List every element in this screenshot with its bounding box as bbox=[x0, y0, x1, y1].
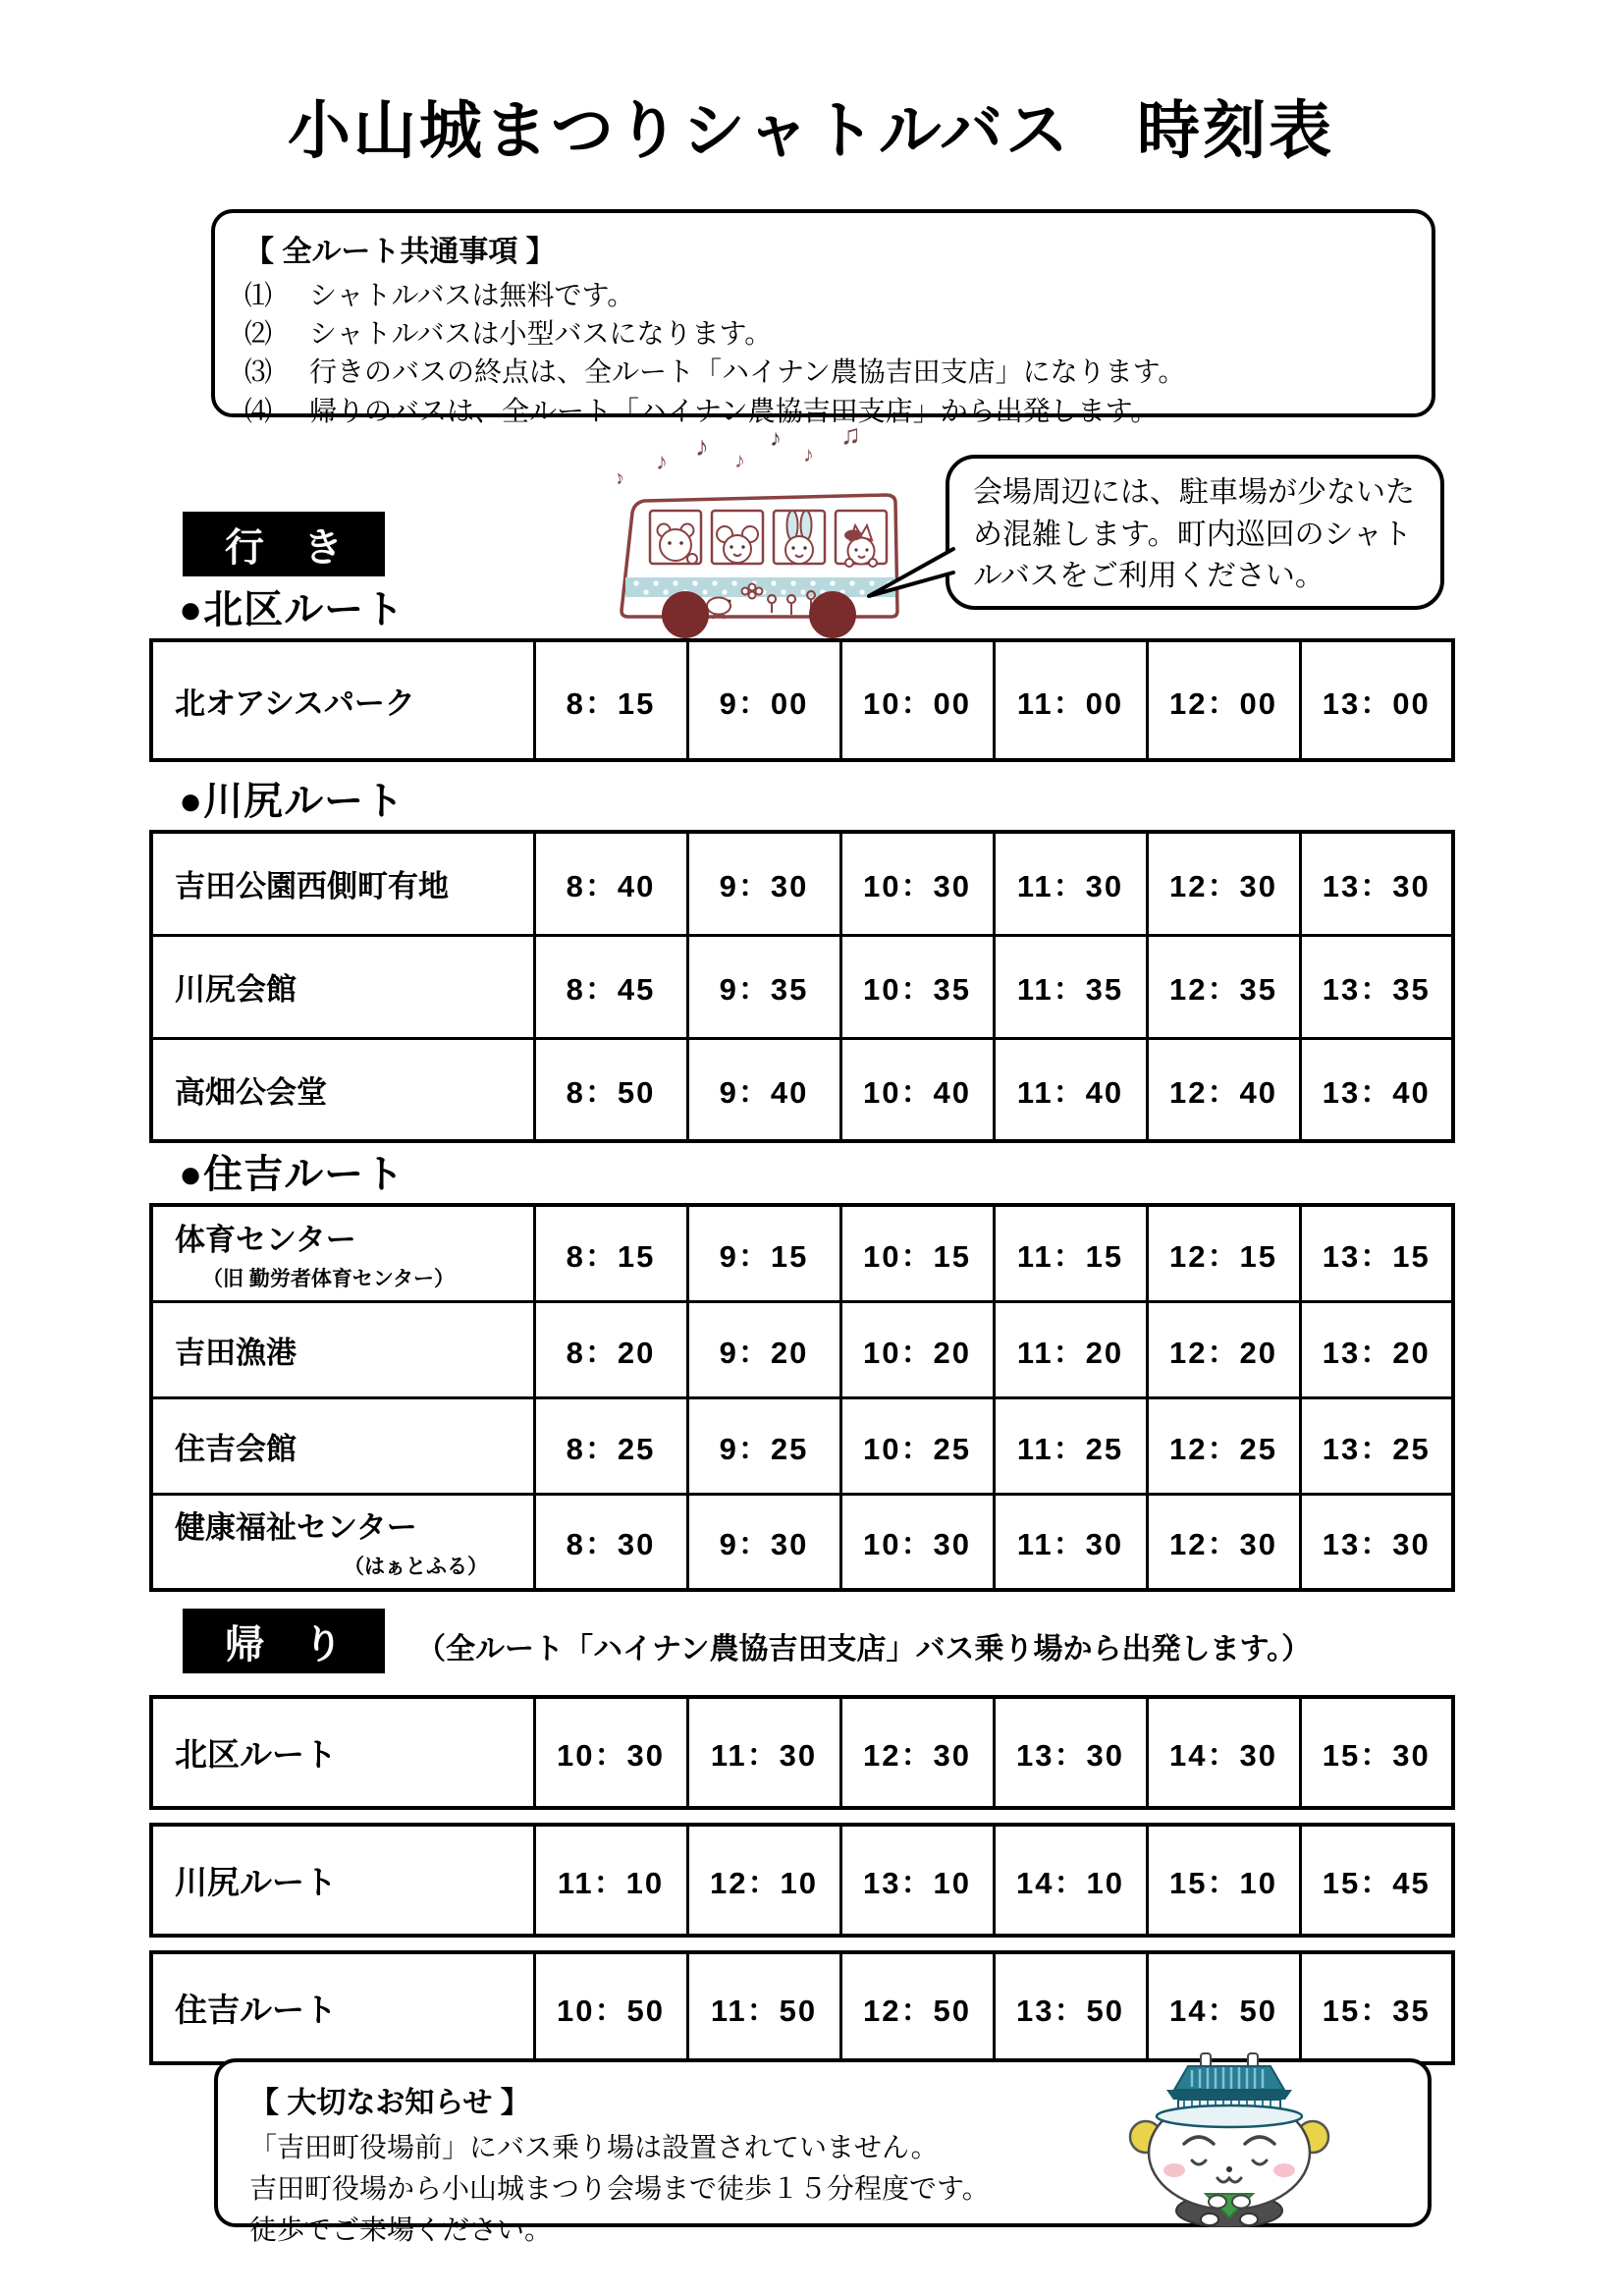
time-cell: 11：35 bbox=[994, 935, 1147, 1038]
notice-item-text: 帰りのバスは、全ルート「ハイナン農協吉田支店」から出発します。 bbox=[309, 395, 1159, 426]
time-cell: 13：20 bbox=[1300, 1301, 1453, 1397]
time-cell: 12：20 bbox=[1147, 1301, 1300, 1397]
time-cell: 12：10 bbox=[687, 1825, 840, 1936]
time-cell: 9：30 bbox=[687, 832, 840, 935]
stop-cell bbox=[151, 1494, 534, 1590]
time-cell: 11：40 bbox=[994, 1038, 1147, 1141]
stop-cell bbox=[151, 1397, 534, 1494]
return-table-kitaku bbox=[149, 1695, 1455, 1810]
return-table-sumiyoshi bbox=[149, 1950, 1455, 2065]
table-row bbox=[151, 935, 1453, 1038]
time-cell: 13：35 bbox=[1300, 935, 1453, 1038]
outbound-table-kawajiri bbox=[149, 830, 1455, 1143]
time-cell: 9：35 bbox=[687, 935, 840, 1038]
cartoon-bus-icon bbox=[605, 420, 929, 641]
time-cell: 11：10 bbox=[534, 1825, 687, 1936]
table-row bbox=[151, 1397, 1453, 1494]
time-cell: 15：35 bbox=[1300, 1952, 1453, 2063]
stop-cell bbox=[151, 1205, 534, 1301]
route-cell bbox=[151, 1952, 534, 2063]
time-cell: 11：00 bbox=[994, 640, 1147, 760]
time-cell: 14：10 bbox=[994, 1825, 1147, 1936]
time-cell: 15：10 bbox=[1147, 1825, 1300, 1936]
time-cell: 9：00 bbox=[687, 640, 840, 760]
route-name: 川尻ルート bbox=[175, 1864, 337, 1900]
town-mascot-icon bbox=[1102, 2050, 1365, 2227]
time-cell: 8：15 bbox=[534, 640, 687, 760]
return-table-kawajiri bbox=[149, 1823, 1455, 1938]
stop-cell bbox=[151, 832, 534, 935]
outbound-table-kitaku bbox=[149, 638, 1455, 762]
table-row bbox=[151, 1825, 1453, 1936]
stop-subtitle: （はぁとふる） bbox=[344, 1556, 488, 1579]
music-note-icon: ♪ bbox=[803, 442, 814, 466]
bus-illustration bbox=[605, 420, 929, 646]
notice-item-text: 行きのバスの終点は、全ルート「ハイナン農協吉田支店」になります。 bbox=[309, 356, 1186, 388]
time-cell: 11：15 bbox=[994, 1205, 1147, 1301]
common-notice-heading: 【 全ルート共通事項 】 bbox=[244, 236, 556, 268]
time-cell: 12：30 bbox=[1147, 832, 1300, 935]
route-cell bbox=[151, 1825, 534, 1936]
time-cell: 10：25 bbox=[840, 1397, 994, 1494]
stop-name: 健康福祉センター bbox=[175, 1510, 417, 1546]
time-cell: 13：10 bbox=[840, 1825, 994, 1936]
stop-cell bbox=[151, 1301, 534, 1397]
time-cell: 8：50 bbox=[534, 1038, 687, 1141]
time-cell: 15：30 bbox=[1300, 1697, 1453, 1808]
outbound-table-sumiyoshi bbox=[149, 1203, 1455, 1592]
route-name: 住吉ルート bbox=[175, 1992, 337, 2028]
time-cell: 12：40 bbox=[1147, 1038, 1300, 1141]
time-cell: 12：00 bbox=[1147, 640, 1300, 760]
important-notice-line: 吉田町役場から小山城まつり会場まで徒歩１５分程度です。 bbox=[249, 2173, 990, 2204]
stop-name: 体育センター bbox=[175, 1222, 356, 1257]
time-cell: 8：25 bbox=[534, 1397, 687, 1494]
time-cell: 9：40 bbox=[687, 1038, 840, 1141]
important-notice-line: 徒歩でご来場ください。 bbox=[249, 2214, 553, 2245]
stop-name: 川尻会館 bbox=[175, 972, 297, 1007]
return-section-label: 帰 り bbox=[183, 1609, 385, 1673]
time-cell: 11：50 bbox=[687, 1952, 840, 2063]
time-cell: 13：15 bbox=[1300, 1205, 1453, 1301]
stop-cell bbox=[151, 640, 534, 760]
table-row bbox=[151, 1494, 1453, 1590]
notice-item-text: シャトルバスは小型バスになります。 bbox=[309, 318, 773, 350]
notice-item-number: ⑵ bbox=[244, 318, 273, 350]
common-notice-item bbox=[244, 276, 1402, 314]
route-heading-kawajiri: ●川尻ルート bbox=[179, 780, 406, 823]
common-notice-item bbox=[244, 353, 1402, 391]
notice-item-number: ⑴ bbox=[244, 280, 273, 310]
common-notice-box bbox=[211, 209, 1435, 426]
time-cell: 8：40 bbox=[534, 832, 687, 935]
time-cell: 12：30 bbox=[1147, 1494, 1300, 1590]
table-row bbox=[151, 1038, 1453, 1141]
time-cell: 11：30 bbox=[994, 1494, 1147, 1590]
bus-wheel bbox=[662, 591, 709, 638]
time-cell: 13：30 bbox=[1300, 832, 1453, 935]
bus-wheel bbox=[809, 591, 856, 638]
time-cell: 10：40 bbox=[840, 1038, 994, 1141]
time-cell: 8：15 bbox=[534, 1205, 687, 1301]
time-cell: 13：25 bbox=[1300, 1397, 1453, 1494]
route-heading-sumiyoshi: ●住吉ルート bbox=[179, 1153, 406, 1196]
stop-name: 北オアシスパーク bbox=[175, 685, 415, 721]
important-notice-line: 「吉田町役場前」にバス乗り場は設置されていません。 bbox=[249, 2132, 939, 2162]
stop-name: 高畑公会堂 bbox=[175, 1074, 327, 1110]
time-cell: 9：20 bbox=[687, 1301, 840, 1397]
stop-name: 住吉会館 bbox=[175, 1431, 297, 1466]
music-note-icon: ♪ bbox=[611, 465, 628, 490]
time-cell: 10：30 bbox=[840, 832, 994, 935]
time-cell: 10：00 bbox=[840, 640, 994, 760]
music-note-icon: ♫ bbox=[840, 420, 861, 450]
stop-name: 吉田漁港 bbox=[175, 1335, 297, 1370]
time-cell: 12：30 bbox=[840, 1697, 994, 1808]
time-cell: 11：25 bbox=[994, 1397, 1147, 1494]
time-cell: 13：30 bbox=[994, 1697, 1147, 1808]
time-cell: 13：00 bbox=[1300, 640, 1453, 760]
speech-bubble-tail bbox=[865, 543, 955, 602]
table-row bbox=[151, 1301, 1453, 1397]
time-cell: 13：40 bbox=[1300, 1038, 1453, 1141]
time-cell: 8：30 bbox=[534, 1494, 687, 1590]
time-cell: 10：35 bbox=[840, 935, 994, 1038]
time-cell: 15：45 bbox=[1300, 1825, 1453, 1936]
route-cell bbox=[151, 1697, 534, 1808]
stop-cell bbox=[151, 935, 534, 1038]
table-row bbox=[151, 1697, 1453, 1808]
time-cell: 14：50 bbox=[1147, 1952, 1300, 2063]
return-section-note: （全ルート「ハイナン農協吉田支店」バス乗り場から出発します。） bbox=[416, 1633, 1312, 1666]
outbound-section-label: 行 き bbox=[183, 512, 385, 576]
time-cell: 10：20 bbox=[840, 1301, 994, 1397]
notice-item-text: シャトルバスは無料です。 bbox=[309, 280, 635, 310]
music-note-icon: ♪ bbox=[656, 449, 668, 475]
important-notice-heading: 【 大切なお知らせ 】 bbox=[249, 2087, 530, 2119]
time-cell: 12：50 bbox=[840, 1952, 994, 2063]
time-cell: 11：30 bbox=[994, 832, 1147, 935]
notice-item-number: ⑶ bbox=[244, 356, 273, 388]
time-cell: 8：20 bbox=[534, 1301, 687, 1397]
time-cell: 9：30 bbox=[687, 1494, 840, 1590]
time-cell: 13：30 bbox=[1300, 1494, 1453, 1590]
stop-subtitle: （旧 勤労者体育センター） bbox=[202, 1267, 455, 1290]
stop-cell bbox=[151, 1038, 534, 1141]
speech-bubble-text: 会場周辺には、駐車場が少ないため混雑します。町内巡回のシャトルバスをご利用ください。 bbox=[973, 476, 1415, 593]
time-cell: 11：20 bbox=[994, 1301, 1147, 1397]
music-note-icon: ♪ bbox=[770, 425, 782, 452]
time-cell: 12：35 bbox=[1147, 935, 1300, 1038]
table-row bbox=[151, 640, 1453, 760]
table-row bbox=[151, 832, 1453, 935]
time-cell: 8：45 bbox=[534, 935, 687, 1038]
music-note-icon: ♪ bbox=[734, 448, 745, 472]
common-notice-item bbox=[244, 314, 1402, 353]
time-cell: 12：25 bbox=[1147, 1397, 1300, 1494]
time-cell: 10：30 bbox=[840, 1494, 994, 1590]
notice-item-number: ⑷ bbox=[244, 395, 273, 426]
table-row bbox=[151, 1205, 1453, 1301]
time-cell: 10：50 bbox=[534, 1952, 687, 2063]
music-note-icon: ♪ bbox=[695, 431, 709, 462]
time-cell: 12：15 bbox=[1147, 1205, 1300, 1301]
page-title: 小山城まつりシャトルバス 時刻表 bbox=[287, 95, 1335, 166]
time-cell: 10：30 bbox=[534, 1697, 687, 1808]
time-cell: 14：30 bbox=[1147, 1697, 1300, 1808]
table-row bbox=[151, 1952, 1453, 2063]
time-cell: 9：15 bbox=[687, 1205, 840, 1301]
route-name: 北区ルート bbox=[175, 1736, 337, 1773]
time-cell: 9：25 bbox=[687, 1397, 840, 1494]
speech-bubble bbox=[946, 455, 1444, 610]
mascot-illustration bbox=[1102, 2050, 1365, 2232]
stop-name: 吉田公園西側町有地 bbox=[175, 869, 449, 904]
time-cell: 13：50 bbox=[994, 1952, 1147, 2063]
route-heading-kitaku: ●北区ルート bbox=[179, 588, 406, 631]
time-cell: 11：30 bbox=[687, 1697, 840, 1808]
time-cell: 10：15 bbox=[840, 1205, 994, 1301]
